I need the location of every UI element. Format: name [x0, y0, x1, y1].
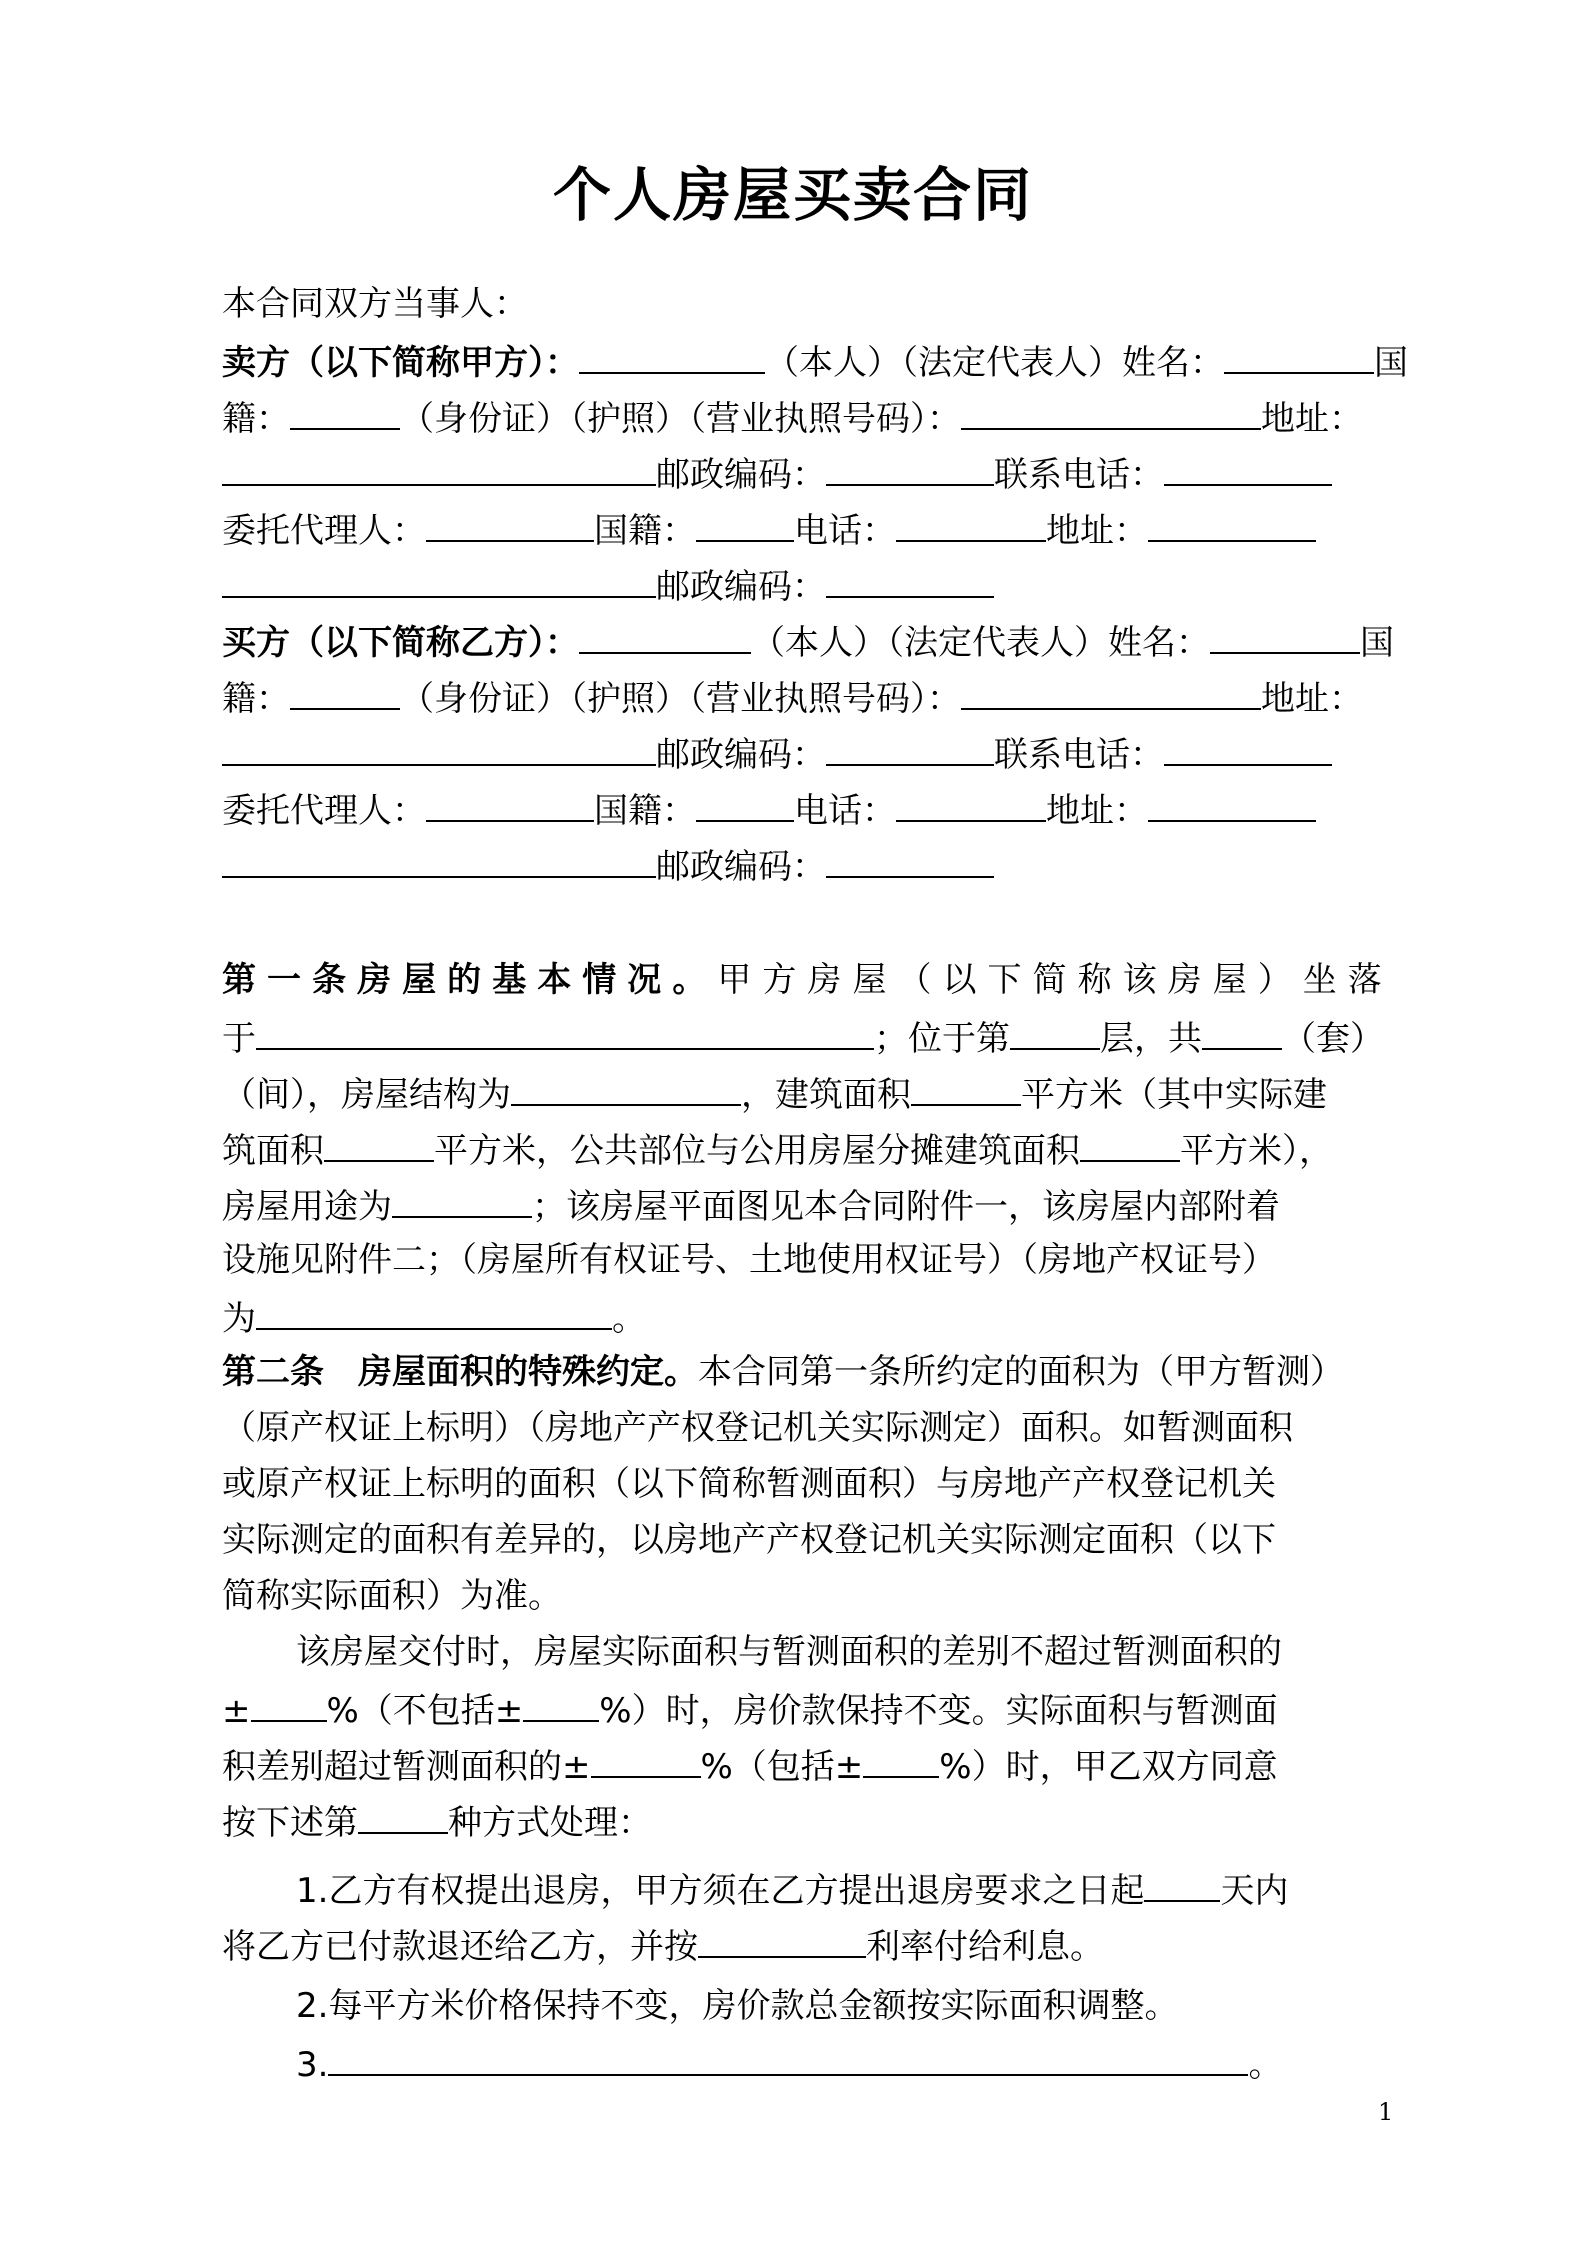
- seller-line-2: [222, 394, 1382, 441]
- buyer-ji: 籍：: [222, 679, 290, 719]
- parties-intro: 本合同双方当事人：: [222, 284, 528, 324]
- floor-blank[interactable]: [1010, 1014, 1100, 1050]
- seller-agent-address-label: 地址：: [1046, 511, 1148, 551]
- art1-char: 房: [1167, 960, 1202, 1000]
- art1-text: 平方米（其中实际建: [1021, 1075, 1327, 1115]
- buyer-agent-address-blank[interactable]: [1148, 786, 1316, 822]
- option-3: [296, 2040, 1386, 2087]
- art1-text: ；位于第: [874, 1019, 1010, 1059]
- art1-char: 第: [222, 960, 256, 1000]
- option-2: 2.每平方米价格保持不变，房价款总金额按实际面积调整。: [296, 1986, 1179, 2026]
- seller-heading: 卖方（以下简称甲方）：: [222, 343, 579, 383]
- article-1-line-2: [222, 1014, 1382, 1061]
- art1-char: 以: [942, 960, 977, 1000]
- article-1-line-1: [222, 958, 1382, 1002]
- art1-text: 。: [612, 1299, 646, 1339]
- total-units-blank[interactable]: [1202, 1014, 1282, 1050]
- art1-char: 下: [987, 960, 1022, 1000]
- art1-char: 该: [1122, 960, 1157, 1000]
- buyer-agent-label: 委托代理人：: [222, 791, 426, 831]
- seller-id-blank[interactable]: [961, 394, 1261, 430]
- art2-text: 1.乙方有权提出退房，甲方须在乙方提出退房要求之日起: [296, 1871, 1145, 1911]
- buyer-name-blank[interactable]: [579, 618, 751, 654]
- seller-agent-address-blank[interactable]: [1148, 506, 1316, 542]
- art1-text: （间），房屋结构为: [222, 1075, 511, 1115]
- art2-text: ±: [222, 1691, 251, 1731]
- art1-text: 平方米），: [1180, 1131, 1333, 1171]
- art1-char: 屋: [852, 960, 887, 1000]
- art2-text: %（不包括±: [326, 1691, 524, 1731]
- article-1-line-4: [222, 1126, 1382, 1173]
- art1-text: 为: [222, 1299, 256, 1339]
- buyer-agent-address-label: 地址：: [1046, 791, 1148, 831]
- seller-address-blank[interactable]: [222, 450, 656, 486]
- seller-phone-blank[interactable]: [1164, 450, 1332, 486]
- buyer-id-label: （身份证）（护照）（营业执照号码）：: [400, 679, 961, 719]
- buyer-rep-name-blank[interactable]: [1210, 618, 1360, 654]
- seller-address-label: 地址：: [1261, 399, 1363, 439]
- buyer-id-blank[interactable]: [961, 674, 1261, 710]
- art2-text: 利率付给利息。: [866, 1927, 1104, 1967]
- article-2-line-3: 或原产权证上标明的面积（以下简称暂测面积）与房地产产权登记机关: [222, 1464, 1276, 1504]
- seller-agent-phone-label: 电话：: [794, 511, 896, 551]
- seller-id-label: （身份证）（护照）（营业执照号码）：: [400, 399, 961, 439]
- actual-area-blank[interactable]: [324, 1126, 434, 1162]
- art1-text: 于: [222, 1019, 256, 1059]
- art2-text: 3.: [296, 2045, 329, 2085]
- buyer-agent-phone-blank[interactable]: [896, 786, 1046, 822]
- option-1-line-2: [222, 1922, 1382, 1969]
- seller-agent-postcode-label: 邮政编码：: [656, 567, 826, 607]
- tolerance-blank-2[interactable]: [523, 1686, 599, 1722]
- seller-name-blank[interactable]: [579, 338, 765, 374]
- art1-text: 层，共: [1100, 1019, 1202, 1059]
- art1-char: 落: [1347, 960, 1382, 1000]
- seller-ji: 籍：: [222, 399, 290, 439]
- art1-char: 方: [762, 960, 797, 1000]
- art2-text: 。: [1248, 2045, 1283, 2085]
- article-2-para-2-line-2: [222, 1686, 1382, 1733]
- seller-postcode-blank[interactable]: [826, 450, 994, 486]
- usage-blank[interactable]: [392, 1182, 532, 1218]
- structure-blank[interactable]: [511, 1070, 741, 1106]
- article-2-para-2-line-1: 该房屋交付时，房屋实际面积与暂测面积的差别不超过暂测面积的: [296, 1632, 1282, 1672]
- art1-text: 筑面积: [222, 1131, 324, 1171]
- refund-days-blank[interactable]: [1144, 1866, 1220, 1902]
- art1-text: ；该房屋平面图见本合同附件一，该房屋内部附着: [532, 1187, 1280, 1227]
- art1-char: 房: [357, 960, 392, 1000]
- article-2-para-2-line-4: [222, 1798, 1382, 1845]
- seller-line-4: [222, 506, 1382, 553]
- buyer-self-rep-label: （本人）（法定代表人）姓名：: [751, 623, 1210, 663]
- art2-text: %）时，甲乙双方同意: [939, 1747, 1278, 1787]
- buyer-line-5: [222, 842, 1382, 889]
- seller-agent-label: 委托代理人：: [222, 511, 426, 551]
- art2-text: 本合同第一条所约定的面积为（甲方暂测）: [698, 1352, 1344, 1392]
- art1-char: 情: [582, 960, 617, 1000]
- buyer-line-2: [222, 674, 1382, 721]
- article-2-line-2: （原产权证上标明）（房地产产权登记机关实际测定）面积。如暂测面积: [222, 1408, 1293, 1448]
- seller-agent-postcode-blank[interactable]: [826, 562, 994, 598]
- art1-text: ，建筑面积: [741, 1075, 911, 1115]
- buyer-address-blank[interactable]: [222, 730, 656, 766]
- interest-rate-blank[interactable]: [698, 1922, 866, 1958]
- seller-agent-nat-label: 国籍：: [594, 511, 696, 551]
- art1-char: （: [897, 960, 932, 1000]
- tolerance-blank-1[interactable]: [251, 1686, 327, 1722]
- shared-area-blank[interactable]: [1080, 1126, 1180, 1162]
- buyer-agent-blank[interactable]: [426, 786, 594, 822]
- seller-agent-nat-blank[interactable]: [696, 506, 794, 542]
- seller-line-5: [222, 562, 1382, 609]
- art1-char: 房: [807, 960, 842, 1000]
- art1-text: 平方米，公共部位与公用房屋分摊建筑面积: [434, 1131, 1080, 1171]
- certificate-number-blank[interactable]: [256, 1294, 612, 1330]
- art1-char: 屋: [402, 960, 437, 1000]
- art1-text: 房屋用途为: [222, 1187, 392, 1227]
- seller-phone-label: 联系电话：: [994, 455, 1164, 495]
- art1-char: 基: [492, 960, 527, 1000]
- art2-text: 按下述第: [222, 1803, 358, 1843]
- art2-text: %）时，房价款保持不变。实际面积与暂测面: [599, 1691, 1278, 1731]
- art1-char: 称: [1077, 960, 1112, 1000]
- seller-agent-phone-blank[interactable]: [896, 506, 1046, 542]
- art1-char: 坐: [1302, 960, 1337, 1000]
- buyer-heading: 买方（以下简称乙方）：: [222, 623, 579, 663]
- buyer-postcode-blank[interactable]: [826, 730, 994, 766]
- tolerance-blank-4[interactable]: [863, 1742, 939, 1778]
- buyer-line-3: [222, 730, 1382, 777]
- seller-line-1: [222, 338, 1408, 385]
- art1-char: 一: [267, 960, 302, 1000]
- art2-text: 种方式处理：: [448, 1803, 652, 1843]
- seller-self-rep-label: （本人）（法定代表人）姓名：: [765, 343, 1224, 383]
- seller-agent-address-blank-2[interactable]: [222, 562, 656, 598]
- art1-char: 。: [672, 960, 707, 1000]
- art1-char: 条: [312, 960, 347, 1000]
- option-1-line-1: [296, 1866, 1386, 1913]
- art2-text: 积差别超过暂测面积的±: [222, 1747, 591, 1787]
- art2-text: 将乙方已付款退还给乙方，并按: [222, 1927, 698, 1967]
- seller-postcode-label: 邮政编码：: [656, 455, 826, 495]
- seller-line-3: [222, 450, 1382, 497]
- building-area-blank[interactable]: [911, 1070, 1021, 1106]
- article-2-line-4: 实际测定的面积有差异的，以房地产产权登记机关实际测定面积（以下: [222, 1520, 1276, 1560]
- art1-char: 屋: [1212, 960, 1247, 1000]
- buyer-address-label: 地址：: [1261, 679, 1363, 719]
- art1-char: 甲: [717, 960, 752, 1000]
- option-3-blank[interactable]: [328, 2040, 1248, 2076]
- buyer-agent-postcode-label: 邮政编码：: [656, 847, 826, 887]
- document-title: 个人房屋买卖合同: [552, 161, 1033, 229]
- buyer-line-1: [222, 618, 1394, 665]
- buyer-agent-nat-label: 国籍：: [594, 791, 696, 831]
- buyer-guo: 国: [1360, 623, 1394, 663]
- art2-text: %（包括±: [700, 1747, 864, 1787]
- art1-char: 的: [447, 960, 482, 1000]
- article-2-heading: 第二条 房屋面积的特殊约定。: [222, 1352, 698, 1392]
- article-1-line-6: 设施见附件二；（房屋所有权证号、土地使用权证号）（房地产权证号）: [222, 1240, 1276, 1280]
- art1-char: 简: [1032, 960, 1067, 1000]
- buyer-nationality-blank[interactable]: [290, 674, 400, 710]
- buyer-agent-nat-blank[interactable]: [696, 786, 794, 822]
- buyer-agent-postcode-blank[interactable]: [826, 842, 994, 878]
- buyer-agent-address-blank-2[interactable]: [222, 842, 656, 878]
- seller-rep-name-blank[interactable]: [1224, 338, 1374, 374]
- buyer-phone-blank[interactable]: [1164, 730, 1332, 766]
- art1-char: ）: [1257, 960, 1292, 1000]
- seller-guo: 国: [1374, 343, 1408, 383]
- art1-text: （套）: [1282, 1019, 1384, 1059]
- article-1-line-7: [222, 1294, 1382, 1341]
- article-2-para-2-line-3: [222, 1742, 1382, 1789]
- tolerance-blank-3[interactable]: [591, 1742, 701, 1778]
- buyer-line-4: [222, 786, 1382, 833]
- page-number: 1: [1378, 2098, 1394, 2126]
- art2-text: 天内: [1220, 1871, 1289, 1911]
- buyer-phone-label: 联系电话：: [994, 735, 1164, 775]
- seller-nationality-blank[interactable]: [290, 394, 400, 430]
- article-1-line-5: [222, 1182, 1382, 1229]
- buyer-postcode-label: 邮政编码：: [656, 735, 826, 775]
- house-location-blank[interactable]: [256, 1014, 874, 1050]
- article-2-line-5: 简称实际面积）为准。: [222, 1576, 562, 1616]
- art1-char: 本: [537, 960, 572, 1000]
- art1-char: 况: [627, 960, 662, 1000]
- buyer-agent-phone-label: 电话：: [794, 791, 896, 831]
- article-1-line-3: [222, 1070, 1382, 1117]
- article-2-line-1: [222, 1350, 1382, 1394]
- method-number-blank[interactable]: [358, 1798, 448, 1834]
- seller-agent-blank[interactable]: [426, 506, 594, 542]
